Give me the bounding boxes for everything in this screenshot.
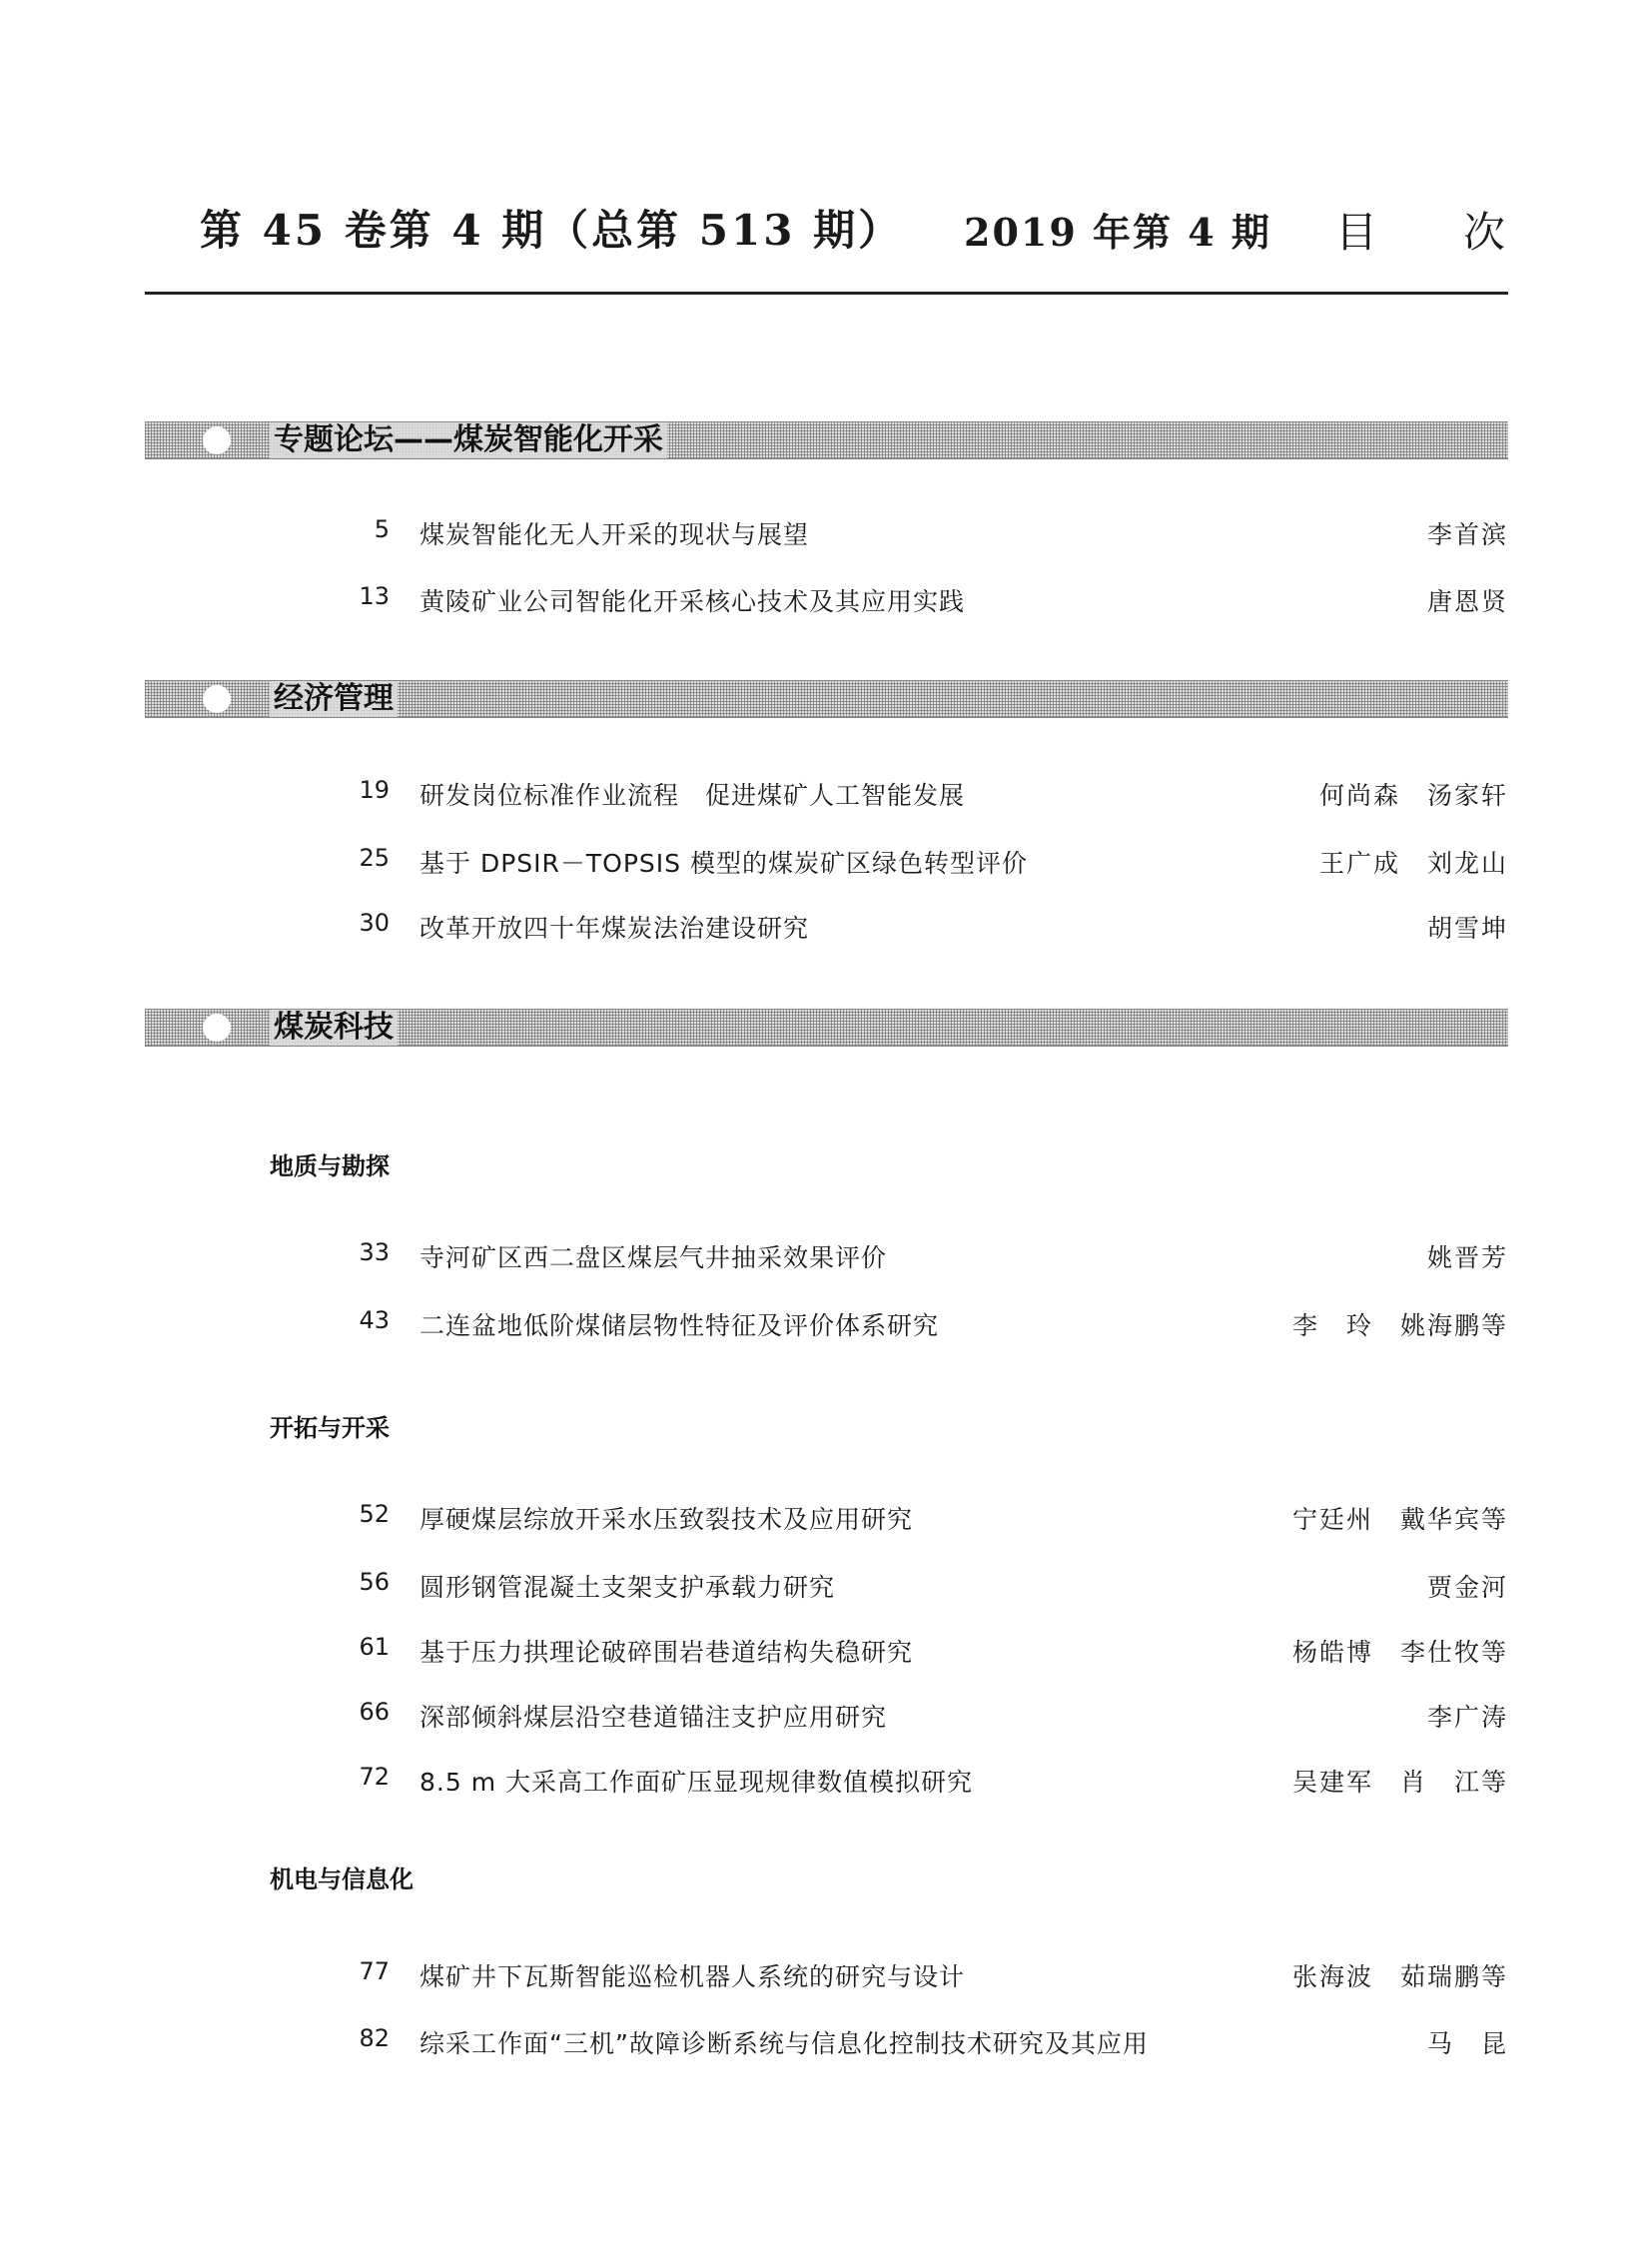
entry-title: 基于压力拱理论破碎围岩巷道结构失稳研究 (419, 1638, 914, 1667)
toc-entry[interactable] (145, 2024, 1508, 2058)
entry-page: 77 (359, 1957, 390, 1985)
entry-title: 煤矿井下瓦斯智能巡检机器人系统的研究与设计 (419, 1962, 966, 1991)
year-issue-label: 2019 年第 4 期 (964, 210, 1271, 255)
header-rule (145, 292, 1508, 295)
entry-page: 25 (359, 844, 390, 872)
entry-page: 72 (359, 1763, 390, 1791)
entry-author: 张海波 茹瑞鹏等 (1291, 1962, 1508, 1991)
entry-author: 贾金河 (1426, 1573, 1508, 1602)
entry-title: 深部倾斜煤层沿空巷道锚注支护应用研究 (419, 1703, 888, 1732)
entry-author: 姚晋芳 (1426, 1243, 1508, 1272)
section-title: 经济管理 (270, 681, 398, 717)
toc-entry[interactable] (145, 1568, 1508, 1602)
entry-author: 李首滨 (1426, 520, 1508, 549)
entry-page: 19 (359, 776, 390, 804)
entry-page: 56 (359, 1568, 390, 1596)
entry-title: 基于 DPSIR－TOPSIS 模型的煤炭矿区绿色转型评价 (419, 849, 1028, 878)
subsection-title: 机电与信息化 (270, 1866, 413, 1893)
entry-title: 厚硬煤层综放开采水压致裂技术及应用研究 (419, 1505, 914, 1534)
entry-title: 煤炭智能化无人开采的现状与展望 (419, 520, 810, 549)
section-band (145, 1009, 1508, 1047)
toc-entry[interactable] (145, 1500, 1508, 1534)
toc-entry[interactable] (145, 1633, 1508, 1667)
entry-author: 王广成 刘龙山 (1318, 849, 1508, 878)
entry-title: 二连盆地低阶煤储层物性特征及评价体系研究 (419, 1311, 940, 1340)
entry-author: 宁廷州 戴华宾等 (1291, 1505, 1508, 1534)
toc-entry[interactable] (145, 909, 1508, 943)
bullet-circle-icon (203, 426, 231, 454)
entry-title: 8.5 m 大采高工作面矿压显现规律数值模拟研究 (419, 1768, 974, 1797)
toc-entry[interactable] (145, 844, 1508, 878)
entry-page: 33 (359, 1238, 390, 1266)
entry-page: 13 (359, 582, 390, 610)
entry-title: 圆形钢管混凝土支架支护承载力研究 (419, 1573, 836, 1602)
entry-author: 何尚森 汤家轩 (1318, 781, 1508, 810)
entry-page: 66 (359, 1698, 390, 1726)
toc-entry[interactable] (145, 1698, 1508, 1732)
bullet-circle-icon (203, 1014, 231, 1042)
entry-page: 52 (359, 1500, 390, 1528)
toc-title: 目次 (1335, 208, 1592, 257)
toc-entry[interactable] (145, 582, 1508, 616)
bullet-circle-icon (203, 685, 231, 713)
entry-author: 李广涛 (1426, 1703, 1508, 1732)
toc-entry[interactable] (145, 1763, 1508, 1797)
toc-entry[interactable] (145, 1238, 1508, 1272)
entry-page: 5 (374, 515, 390, 543)
entry-title: 寺河矿区西二盘区煤层气井抽采效果评价 (419, 1243, 888, 1272)
section-title: 煤炭科技 (270, 1010, 398, 1046)
volume-issue-label: 第 45 卷第 4 期（总第 513 期） (200, 206, 904, 255)
section-band (145, 680, 1508, 718)
entry-title: 改革开放四十年煤炭法治建设研究 (419, 914, 810, 943)
subsection-title: 地质与勘探 (270, 1152, 390, 1180)
entry-page: 43 (359, 1306, 390, 1334)
toc-entry[interactable] (145, 1306, 1508, 1340)
toc-entry[interactable] (145, 776, 1508, 810)
entry-author: 胡雪坤 (1426, 914, 1508, 943)
toc-header (145, 198, 1592, 268)
entry-page: 30 (359, 909, 390, 937)
entry-page: 61 (359, 1633, 390, 1661)
toc-entry[interactable] (145, 1957, 1508, 1991)
entry-title: 研发岗位标准作业流程 促进煤矿人工智能发展 (419, 781, 966, 810)
entry-author: 吴建军 肖 江等 (1291, 1768, 1508, 1797)
entry-title: 综采工作面“三机”故障诊断系统与信息化控制技术研究及其应用 (419, 2029, 1149, 2058)
entry-author: 杨皓博 李仕牧等 (1291, 1638, 1508, 1667)
toc-entry[interactable] (145, 515, 1508, 549)
entry-author: 李 玲 姚海鹏等 (1291, 1311, 1508, 1340)
entry-title: 黄陵矿业公司智能化开采核心技术及其应用实践 (419, 587, 966, 616)
entry-author: 马 昆 (1426, 2029, 1508, 2058)
entry-page: 82 (359, 2024, 390, 2052)
section-title: 专题论坛——煤炭智能化开采 (270, 422, 667, 458)
subsection-title: 开拓与开采 (270, 1414, 390, 1442)
entry-author: 唐恩贤 (1426, 587, 1508, 616)
section-band (145, 421, 1508, 459)
